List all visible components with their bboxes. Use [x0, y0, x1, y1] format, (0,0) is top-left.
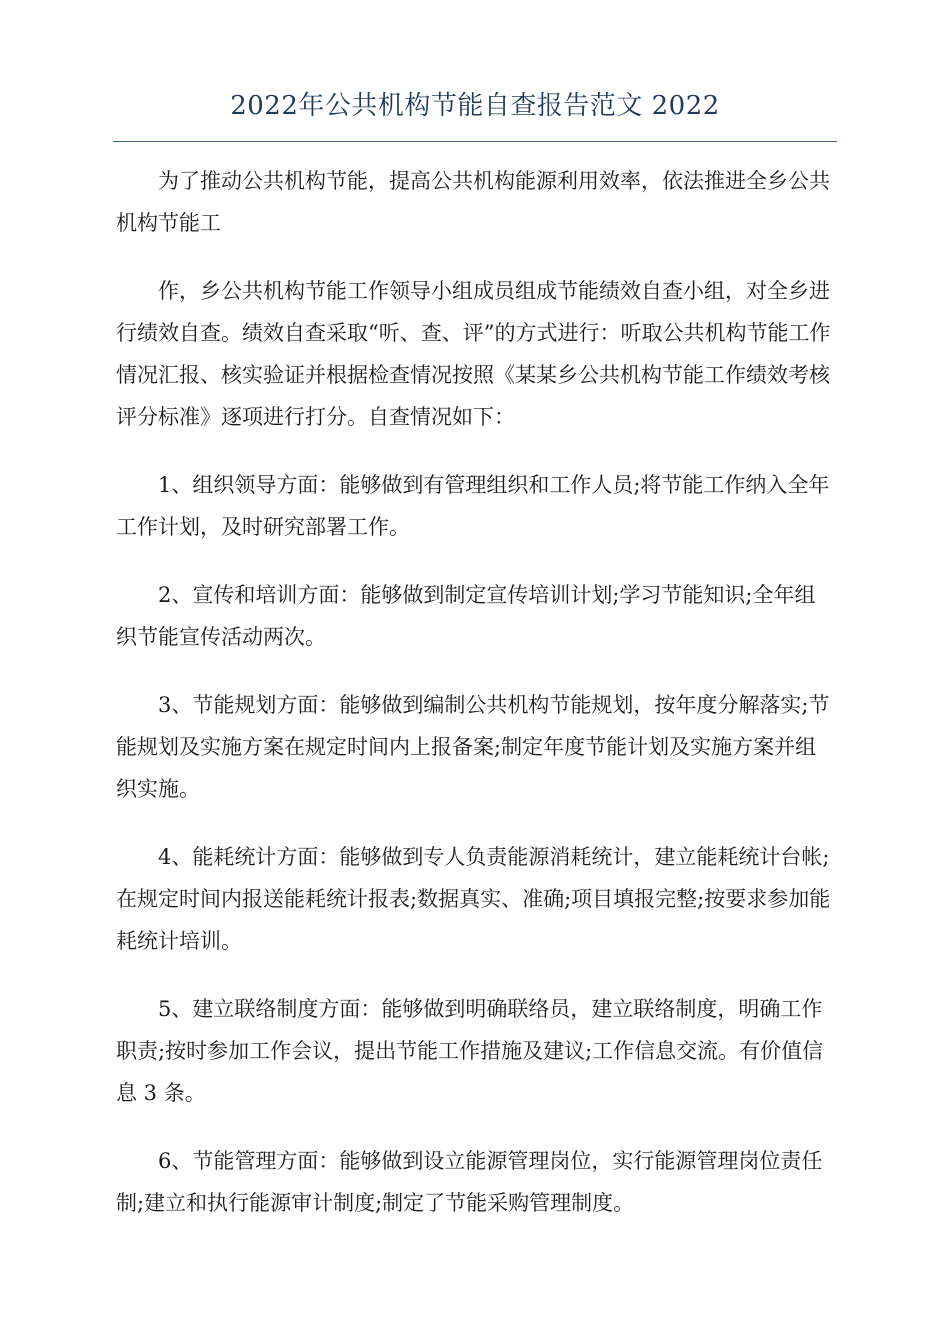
paragraph-item-4: 4、能耗统计方面：能够做到专人负责能源消耗统计，建立能耗统计台帐;在规定时间内报送能耗统计报表;数据真实、准确;项目填报完整;按要求参加能耗统计培训。	[116, 845, 831, 953]
paragraph-item-2: 2、宣传和培训方面：能够做到制定宣传培训计划;学习节能知识;全年组织节能宣传活动两次。	[116, 583, 816, 649]
paragraph-item-1: 1、组织领导方面：能够做到有管理组织和工作人员;将节能工作纳入全年工作计划，及时研究部署工作。	[116, 473, 830, 539]
paragraph-item-3: 3、节能规划方面：能够做到编制公共机构节能规划，按年度分解落实;节能规划及实施方案在规定时间内上报备案;制定年度节能计划及实施方案并组织实施。	[116, 693, 830, 801]
paragraph-item-5: 5、建立联络制度方面：能够做到明确联络员，建立联络制度，明确工作职责;按时参加工作会议，提出节能工作措施及建议;工作信息交流。有价值信息 3 条。	[116, 997, 824, 1105]
title-divider	[113, 141, 837, 142]
paragraph-intro: 为了推动公共机构节能，提高公共机构能源利用效率，依法推进全乡公共机构节能工	[116, 169, 830, 235]
document-title: 2022年公共机构节能自查报告范文 2022	[230, 91, 720, 121]
paragraph-item-6: 6、节能管理方面：能够做到设立能源管理岗位，实行能源管理岗位责任制;建立和执行能源审计制度;制定了节能采购管理制度。	[116, 1149, 823, 1215]
paragraph-method: 作，乡公共机构节能工作领导小组成员组成节能绩效自查小组，对全乡进行绩效自查。绩效自查采取“听、查、评”的方式进行：听取公共机构节能工作情况汇报、核实验证并根据检查情况按照《某某乡公共机构节能工作绩效考核评分标准》逐项进行打分。自查情况如下：	[116, 279, 831, 429]
document-body	[116, 160, 832, 1250]
